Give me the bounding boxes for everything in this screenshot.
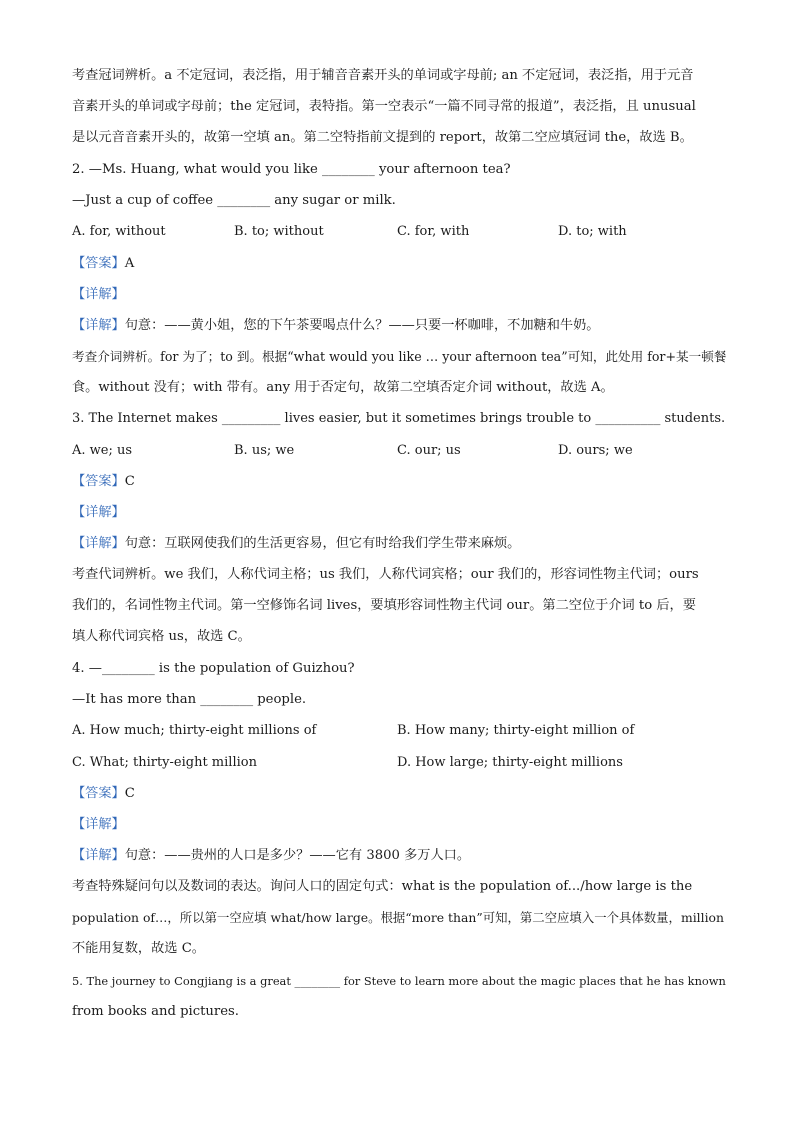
- intro-line-1: 考查冠词辨析。a 不定冠词，表泛指，用于辅音音素开头的单词或字母前; an 不定冠词，表泛指，用于元音: [72, 68, 694, 83]
- q4-stem-1: 4. —________ is the population of Guizhou?: [72, 661, 355, 676]
- q4-option-a: A. How much; thirty-eight millions of: [72, 723, 317, 738]
- q2-option-d: D. to; with: [558, 224, 627, 239]
- q4-detail-line-3: population of…，所以第一空应填 what/how large。根据“more than”可知，第二空应填入一个具体数量，million: [72, 910, 724, 925]
- q3-detail-line-1: [72, 534, 732, 554]
- q4-detail-line-2: 考查特殊疑问句以及数词的表达。询问人口的固定句式：what is the population of.../how large is the: [72, 879, 693, 894]
- q3-answer: C: [124, 474, 135, 489]
- q2-option-a: A. for, without: [72, 224, 166, 239]
- q5-stem-1: 5. The journey to Congjiang is a great ________ for Steve to learn more about the magic places that he has known: [72, 974, 726, 988]
- q3-detail-line-3: 我们的，名词性物主代词。第一空修饰名词 lives，要填形容词性物主代词 our。第二空位于介词 to 后，要: [72, 598, 696, 613]
- q3-option-d: D. ours; we: [558, 443, 633, 458]
- q4-detail-line-4: 不能用复数，故选 C。: [72, 941, 205, 956]
- q3-option-b: B. us; we: [234, 443, 295, 458]
- q2-stem-1: 2. —Ms. Huang, what would you like ________ your afternoon tea?: [72, 162, 511, 177]
- q2-answer: A: [124, 256, 135, 271]
- q3-option-c: C. our; us: [397, 443, 461, 458]
- q2-answer-tag: 【答案】: [72, 256, 125, 271]
- q2-detail-heading: 【详解】: [72, 287, 125, 302]
- q3-answer-tag: 【答案】: [72, 474, 125, 489]
- intro-line-2: 音素开头的单词或字母前；the 定冠词，表特指。第一空表示“一篇不同寻常的报道”，表泛指，且 unusual: [72, 99, 696, 114]
- q2-detail-text-1: 句意：——黄小姐，您的下午茶要喝点什么？——只要一杯咖啡，不加糖和牛奶。: [124, 318, 600, 333]
- q4-answer-tag: 【答案】: [72, 786, 125, 801]
- q2-detail-line-3: 食。without 没有；with 带有。any 用于否定句，故第二空填否定介词 without，故选 A。: [72, 380, 614, 395]
- q2-detail-line-2: 考查介词辨析。for 为了；to 到。根据“what would you like … your afternoon tea”可知，此处用 for+某一顿餐: [72, 349, 727, 364]
- q3-detail-line-4: 填人称代词宾格 us，故选 C。: [72, 629, 251, 644]
- q4-option-b: B. How many; thirty-eight million of: [397, 723, 635, 738]
- q4-answer-line: [72, 784, 732, 804]
- q4-detail-text-1: 句意：——贵州的人口是多少？——它有 3800 多万人口。: [124, 848, 471, 863]
- q3-detail-text-1: 句意：互联网使我们的生活更容易，但它有时给我们学生带来麻烦。: [124, 536, 521, 551]
- q2-detail-tag: 【详解】: [72, 318, 125, 333]
- q4-option-c: C. What; thirty-eight million: [72, 755, 257, 770]
- q4-detail-tag: 【详解】: [72, 848, 125, 863]
- intro-line-3: 是以元音音素开头的，故第一空填 an。第二空特指前文提到的 report，故第二空应填冠词 the，故选 B。: [72, 130, 693, 145]
- q2-answer-line: [72, 254, 732, 274]
- q4-answer: C: [124, 786, 135, 801]
- q4-stem-2: —It has more than ________ people.: [72, 692, 307, 707]
- q3-stem-1: 3. The Internet makes _________ lives easier, but it sometimes brings trouble to __________ students.: [72, 411, 726, 426]
- q2-option-b: B. to; without: [234, 224, 324, 239]
- q3-detail-line-2: 考查代词辨析。we 我们，人称代词主格；us 我们，人称代词宾格；our 我们的，形容词性物主代词；ours: [72, 567, 699, 582]
- q3-detail-tag: 【详解】: [72, 536, 125, 551]
- q2-stem-2: —Just a cup of coffee ________ any sugar or milk.: [72, 193, 396, 208]
- q4-detail-heading: 【详解】: [72, 817, 125, 832]
- q5-stem-2: from books and pictures.: [72, 1004, 239, 1019]
- q3-option-a: A. we; us: [72, 443, 133, 458]
- q4-detail-line-1: [72, 846, 732, 866]
- q3-detail-heading: 【详解】: [72, 505, 125, 520]
- q3-answer-line: [72, 472, 732, 492]
- q2-detail-line-1: [72, 316, 732, 336]
- q4-option-d: D. How large; thirty-eight millions: [397, 755, 623, 770]
- q2-option-c: C. for, with: [397, 224, 470, 239]
